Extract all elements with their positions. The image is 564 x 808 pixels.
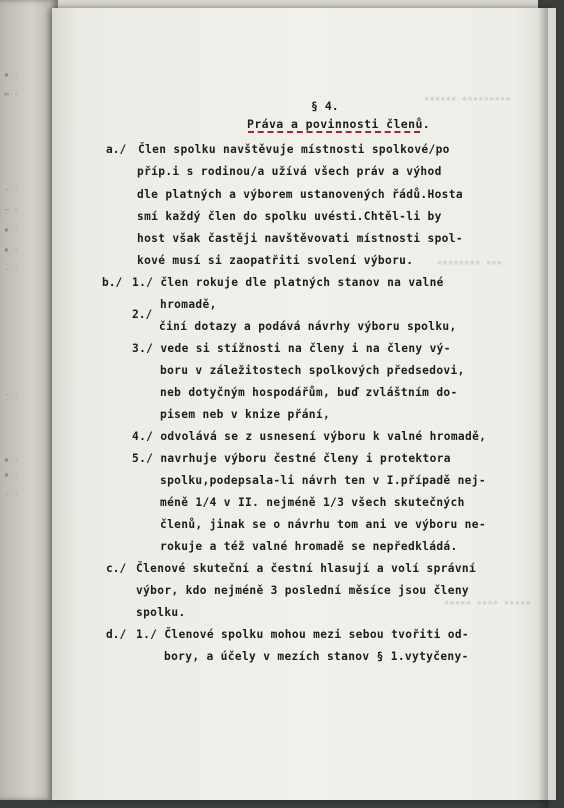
- text-line: Člen spolku navštěvuje místnosti spolkové/po: [138, 143, 450, 156]
- document-page: [52, 8, 556, 800]
- text-line: smí každý člen do spolku uvésti.Chtěl-li by: [137, 210, 442, 223]
- text-line: dle platných a výborem ustanovených řádů.Hosta: [137, 188, 463, 201]
- text-line: spolku,podepsala-li návrh ten v I.případě nej-: [160, 474, 486, 487]
- item-marker-a: a./: [106, 143, 127, 156]
- text-line: méně 1/4 v II. nejméně 1/3 všech skutečných: [160, 496, 465, 509]
- title-underline: [248, 131, 420, 133]
- text-line: 1./ člen rokuje dle platných stanov na valné: [132, 276, 444, 289]
- text-line: 5./ navrhuje výboru čestné členy i protektora: [132, 452, 451, 465]
- item-2-marker: 2./: [132, 308, 153, 321]
- text-line: 3./ vede si stížnosti na členy i na členy vý-: [132, 342, 451, 355]
- text-line: 1./ Členové spolku mohou mezi sebou tvořiti od-: [136, 628, 470, 641]
- text-line: výbor, kdo nejméně 3 poslední měsíce jsou členy: [136, 584, 470, 597]
- item-marker-c: c./: [106, 562, 127, 575]
- text-line: hromadě,: [160, 298, 217, 311]
- item-marker-b: b./: [102, 276, 123, 289]
- text-line: kové musí si zaopatřiti svolení výboru.: [137, 254, 414, 267]
- text-line: příp.i s rodinou/a užívá všech práv a výhod: [137, 165, 442, 178]
- bleed-through-text: ▪▪▪▪▪ ▪▪▪▪ ▪▪▪▪▪: [444, 598, 531, 608]
- text-line: činí dotazy a podává návrhy výboru spolku,: [159, 320, 457, 333]
- section-number: § 4.: [311, 99, 339, 113]
- text-line: neb dotyčným hospodářům, buď zvláštním do-: [160, 386, 458, 399]
- left-page-edge: [0, 0, 58, 800]
- text-line: 4./ odvolává se z usnesení výboru k valné hromadě,: [132, 430, 487, 443]
- text-line: host však častěji navštěvovati místnosti spol-: [137, 232, 463, 245]
- section-title: Práva a povinnosti členů.: [247, 117, 431, 131]
- text-line: rokuje a též valné hromadě se nepředkládá.: [160, 540, 458, 553]
- text-line: boru v záležitostech spolkových předsedovi,: [160, 364, 465, 377]
- text-line: Členové skuteční a čestní hlasují a volí správní: [136, 562, 477, 575]
- text-line: členů, jinak se o návrhu tom ani ve výboru ne-: [160, 518, 486, 531]
- text-line: bory, a účely v mezích stanov § 1.vytyčeny-: [164, 650, 469, 663]
- page-edge-shadow: [538, 8, 548, 808]
- item-marker-d: d./: [106, 628, 127, 641]
- left-page-text-fragments: ▪ · ═ · - · ~ · ▪ · ▪ · · · ‐ · ▪ · ▪ · - ·: [4, 70, 19, 499]
- text-line: spolku.: [136, 606, 186, 619]
- bleed-through-text: ▪▪▪▪▪▪ ▪▪▪▪▪▪▪▪▪: [424, 94, 511, 104]
- text-line: pisem neb v knize přání,: [160, 408, 331, 421]
- bleed-through-text: ▪▪▪▪▪▪▪▪ ▪▪▪: [437, 258, 503, 268]
